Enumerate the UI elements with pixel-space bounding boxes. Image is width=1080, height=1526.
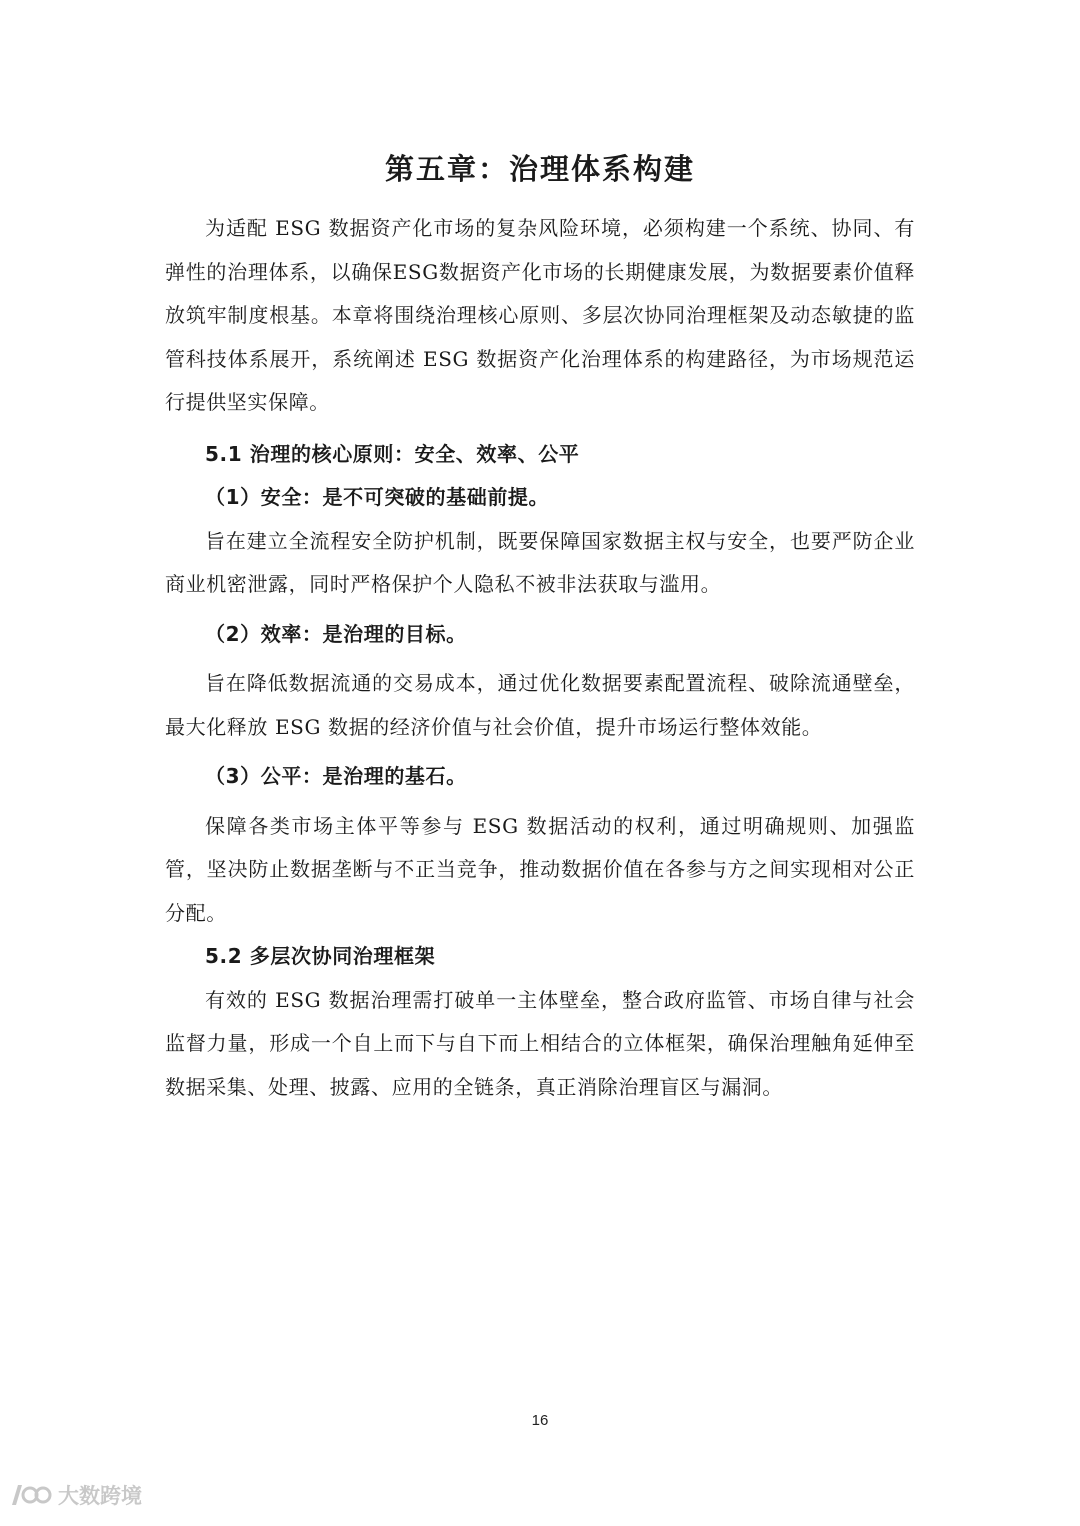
principle-heading-fairness: （3）公平：是治理的基石。 [205,764,467,788]
principle-text-safety: 旨在建立全流程安全防护机制，既要保障国家数据主权与安全，也要严防企业商业机密泄露，同时严格保护个人隐私不被非法获取与滥用。 [165,528,915,596]
principle-text-fairness: 保障各类市场主体平等参与 ESG 数据活动的权利，通过明确规则、加强监管，坚决防止数据垄断与不正当竞争，推动数据价值在各参与方之间实现相对公正分配。 [165,813,915,925]
principle-heading-efficiency: （2）效率：是治理的目标。 [205,621,467,646]
document-body [165,207,915,1109]
section-heading-5-1: 5.1 治理的核心原则：安全、效率、公平 [205,441,580,466]
principle-heading-safety: （1）安全：是不可突破的基础前提。 [205,485,550,509]
section-text-5-2: 有效的 ESG 数据治理需打破单一主体壁垒，整合政府监管、市场自律与社会监督力量，形成一个自上而下与自下而上相结合的立体框架，确保治理触角延伸至数据采集、处理、披露、应用的全链条，真正消除治理盲区与漏洞。 [165,987,915,1099]
watermark-text: 大数跨境 [58,1484,142,1508]
watermark-logo-icon [8,1481,52,1509]
chapter-title: 第五章：治理体系构建 [384,152,695,187]
section-heading-5-2: 5.2 多层次协同治理框架 [205,944,436,968]
principle-text-efficiency: 旨在降低数据流通的交易成本，通过优化数据要素配置流程、破除流通壁垒，最大化释放 ESG 数据的经济价值与社会价值，提升市场运行整体效能。 [165,671,915,739]
watermark [8,1480,142,1510]
page-number: 16 [531,1412,549,1429]
intro-paragraph: 为适配 ESG 数据资产化市场的复杂风险环境，必须构建一个系统、协同、有弹性的治理体系，以确保ESG数据资产化市场的长期健康发展，为数据要素价值释放筑牢制度根基。本章将围绕治理核心原则、多层次协同治理框架及动态敏捷的监管科技体系展开，系统阐述 ESG 数据资产化治理体系的构建路径，为市场规范运行提供坚实保障。 [165,216,915,414]
